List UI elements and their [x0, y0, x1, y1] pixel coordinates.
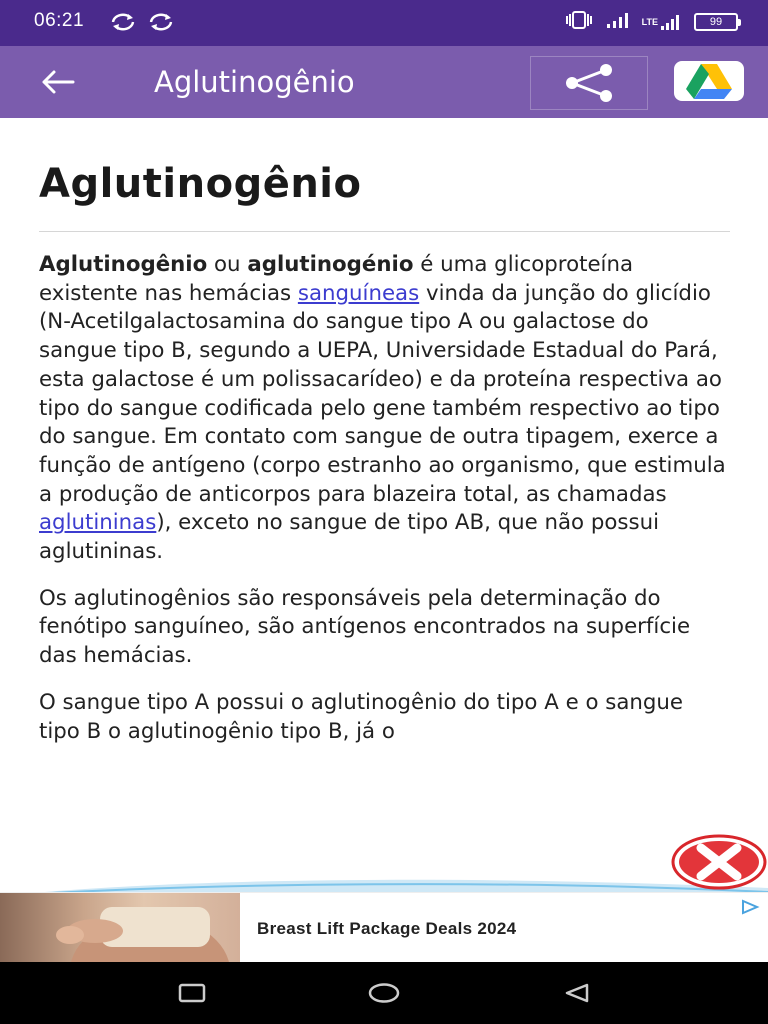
back-icon [561, 982, 591, 1004]
google-drive-icon [685, 62, 733, 100]
battery-level: 99 [709, 16, 723, 28]
status-bar [0, 0, 768, 46]
article-content[interactable] [0, 118, 768, 893]
app-bar [0, 46, 768, 118]
adchoices-icon[interactable] [740, 899, 760, 915]
bold-term: Aglutinogênio [39, 252, 208, 277]
article-paragraph-1 [39, 251, 730, 567]
article-title: Aglutinogênio [39, 161, 362, 207]
app-title: Aglutinogênio [154, 65, 355, 99]
status-indicators [564, 10, 738, 34]
signal-icon [606, 11, 630, 33]
home-icon [367, 982, 401, 1004]
home-button[interactable] [364, 978, 404, 1008]
system-nav-bar [0, 962, 768, 1024]
lte-signal-icon: LTE [642, 13, 682, 31]
recents-button[interactable] [172, 978, 212, 1008]
share-button[interactable] [530, 56, 648, 110]
share-icon [562, 64, 616, 102]
sync-icon [108, 8, 138, 36]
article-paragraph-3: O sangue tipo A possui o aglutinogênio do tipo A e o sangue tipo B o aglutinogênio tipo B, já o [39, 689, 684, 744]
link-sanguineas[interactable]: sanguíneas [297, 280, 420, 306]
link-aglutininas[interactable]: aglutininas [39, 510, 157, 536]
text-span: vinda da junção do glicídio (N-Acetilgalactosamina do sangue tipo A ou galactose do sangue tipo B, segundo a UEPA, Universidade Estadual do Pará, esta galactose é um polissacarídeo) e da proteína respectiva ao tipo do sangue codificada pelo gene também respectivo ao tipo do sangue. Em contato com sangue de outra tipagem, exerce a função de antígeno (corpo estranho ao organismo, que estimula a produção de anticorpos para blazeira total, as chamadas [39, 280, 726, 507]
status-time: 06:21 [34, 10, 85, 31]
nav-back-button[interactable] [556, 978, 596, 1008]
article-paragraph-2: Os aglutinogênios são responsáveis pela determinação do fenótipo sanguíneo, são antígenos encontrados na superfície das hemácias. [39, 585, 691, 669]
close-ad-button[interactable] [671, 834, 767, 890]
save-to-drive-button[interactable] [674, 61, 744, 101]
sync-icon [146, 8, 176, 36]
vibrate-icon [564, 10, 594, 34]
text-span: é uma glicoproteína existente nas hemácias [39, 252, 634, 306]
back-button[interactable] [30, 60, 86, 104]
ad-image[interactable] [0, 893, 240, 963]
text-span: ou [207, 252, 248, 277]
ad-banner[interactable] [0, 892, 768, 962]
arrow-left-icon [39, 69, 77, 95]
ad-headline[interactable]: Breast Lift Package Deals 2024 [257, 919, 517, 938]
title-divider [39, 231, 730, 232]
text-span: ), exceto no sangue de tipo AB, que não possui aglutininas. [39, 510, 659, 565]
battery-icon [694, 13, 738, 31]
recents-icon [178, 983, 206, 1003]
bold-term: aglutinogénio [247, 252, 414, 277]
